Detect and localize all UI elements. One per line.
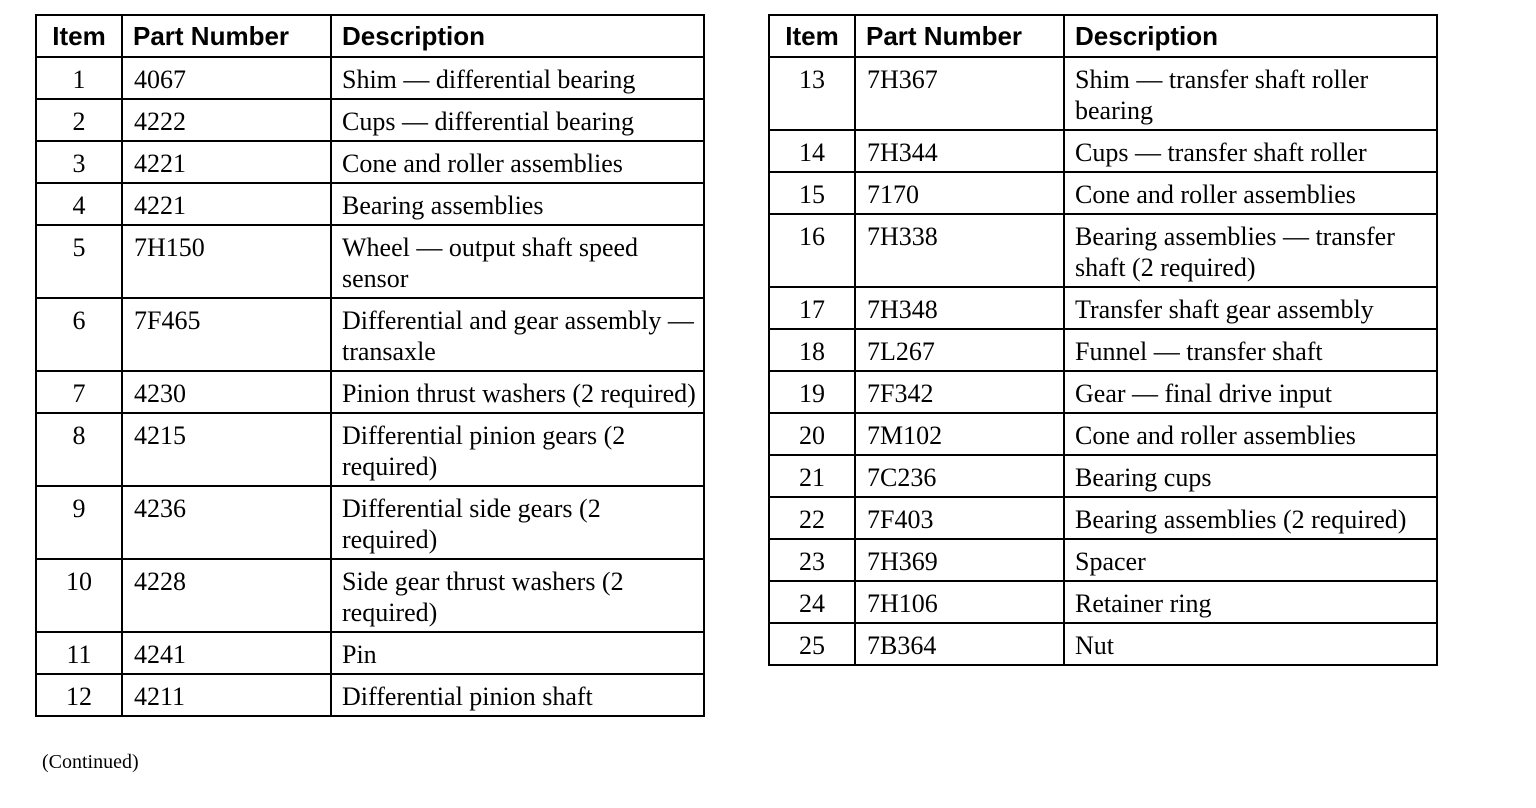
table-row: [36, 298, 704, 371]
part-description: Funnel — transfer shaft: [1064, 329, 1437, 371]
table-row: [769, 57, 1437, 130]
part-number: 7H369: [855, 539, 1064, 581]
part-description: Bearing assemblies: [331, 183, 704, 225]
column-header-item: Item: [769, 15, 855, 57]
table-row: [36, 559, 704, 632]
item-number: 13: [769, 57, 855, 130]
table-row: [36, 57, 704, 99]
table-row: [769, 623, 1437, 665]
column-header-part-number: Part Number: [855, 15, 1064, 57]
part-number: 4236: [122, 486, 331, 559]
item-number: 12: [36, 674, 122, 716]
item-number: 6: [36, 298, 122, 371]
table-row: [769, 455, 1437, 497]
column-header-description: Description: [1064, 15, 1437, 57]
table-row: [769, 329, 1437, 371]
item-number: 1: [36, 57, 122, 99]
part-description: Shim — transfer shaft roller bearing: [1064, 57, 1437, 130]
table-row: [769, 581, 1437, 623]
part-description: Bearing assemblies (2 required): [1064, 497, 1437, 539]
part-number: 7H348: [855, 287, 1064, 329]
part-description: Differential and gear assembly — transaxle: [331, 298, 704, 371]
part-description: Gear — final drive input: [1064, 371, 1437, 413]
part-description: Pin: [331, 632, 704, 674]
part-description: Differential side gears (2 required): [331, 486, 704, 559]
part-description: Differential pinion gears (2 required): [331, 413, 704, 486]
part-description: Cone and roller assemblies: [1064, 172, 1437, 214]
item-number: 19: [769, 371, 855, 413]
item-number: 5: [36, 225, 122, 298]
part-description: Cups — transfer shaft roller: [1064, 130, 1437, 172]
item-number: 8: [36, 413, 122, 486]
part-number: 4215: [122, 413, 331, 486]
part-description: Transfer shaft gear assembly: [1064, 287, 1437, 329]
continued-note: (Continued): [42, 751, 139, 773]
part-description: Wheel — output shaft speed sensor: [331, 225, 704, 298]
item-number: 3: [36, 141, 122, 183]
parts-table-left: [35, 14, 705, 717]
part-description: Cups — differential bearing: [331, 99, 704, 141]
table-row: [36, 141, 704, 183]
part-number: 7M102: [855, 413, 1064, 455]
part-number: 4222: [122, 99, 331, 141]
table-row: [769, 371, 1437, 413]
part-number: 7F465: [122, 298, 331, 371]
table-row: [769, 497, 1437, 539]
part-description: Cone and roller assemblies: [1064, 413, 1437, 455]
part-number: 7C236: [855, 455, 1064, 497]
item-number: 11: [36, 632, 122, 674]
table-row: [769, 539, 1437, 581]
table-body-right: [769, 57, 1437, 665]
item-number: 14: [769, 130, 855, 172]
table-header-row: [36, 15, 704, 57]
part-number: 7F403: [855, 497, 1064, 539]
item-number: 2: [36, 99, 122, 141]
part-number: 4230: [122, 371, 331, 413]
part-number: 7F342: [855, 371, 1064, 413]
table-row: [36, 486, 704, 559]
table-row: [36, 371, 704, 413]
part-number: 7H367: [855, 57, 1064, 130]
part-number: 4211: [122, 674, 331, 716]
table-row: [36, 632, 704, 674]
item-number: 9: [36, 486, 122, 559]
item-number: 21: [769, 455, 855, 497]
table-row: [769, 130, 1437, 172]
part-number: 4241: [122, 632, 331, 674]
table-row: [36, 183, 704, 225]
part-number: 7H344: [855, 130, 1064, 172]
part-description: Bearing assemblies — transfer shaft (2 required): [1064, 214, 1437, 287]
table-row: [769, 214, 1437, 287]
part-number: 4067: [122, 57, 331, 99]
table-row: [36, 413, 704, 486]
item-number: 24: [769, 581, 855, 623]
item-number: 22: [769, 497, 855, 539]
table-row: [36, 225, 704, 298]
part-description: Differential pinion shaft: [331, 674, 704, 716]
item-number: 15: [769, 172, 855, 214]
item-number: 7: [36, 371, 122, 413]
part-description: Retainer ring: [1064, 581, 1437, 623]
part-description: Side gear thrust washers (2 required): [331, 559, 704, 632]
column-header-item: Item: [36, 15, 122, 57]
table-row: [769, 287, 1437, 329]
part-number: 7H338: [855, 214, 1064, 287]
part-number: 4228: [122, 559, 331, 632]
part-description: Bearing cups: [1064, 455, 1437, 497]
table-row: [36, 99, 704, 141]
item-number: 23: [769, 539, 855, 581]
item-number: 17: [769, 287, 855, 329]
part-number: 7B364: [855, 623, 1064, 665]
parts-table-right: [768, 14, 1438, 666]
part-number: 7170: [855, 172, 1064, 214]
item-number: 18: [769, 329, 855, 371]
item-number: 20: [769, 413, 855, 455]
part-description: Nut: [1064, 623, 1437, 665]
column-header-part-number: Part Number: [122, 15, 331, 57]
part-number: 7H150: [122, 225, 331, 298]
part-number: 4221: [122, 183, 331, 225]
part-number: 7H106: [855, 581, 1064, 623]
item-number: 10: [36, 559, 122, 632]
table-row: [36, 674, 704, 716]
part-description: Spacer: [1064, 539, 1437, 581]
part-description: Cone and roller assemblies: [331, 141, 704, 183]
item-number: 4: [36, 183, 122, 225]
part-number: 4221: [122, 141, 331, 183]
part-description: Pinion thrust washers (2 required): [331, 371, 704, 413]
table-row: [769, 413, 1437, 455]
table-header-row: [769, 15, 1437, 57]
item-number: 25: [769, 623, 855, 665]
table-row: [769, 172, 1437, 214]
part-number: 7L267: [855, 329, 1064, 371]
part-description: Shim — differential bearing: [331, 57, 704, 99]
column-header-description: Description: [331, 15, 704, 57]
table-body-left: [36, 57, 704, 716]
item-number: 16: [769, 214, 855, 287]
